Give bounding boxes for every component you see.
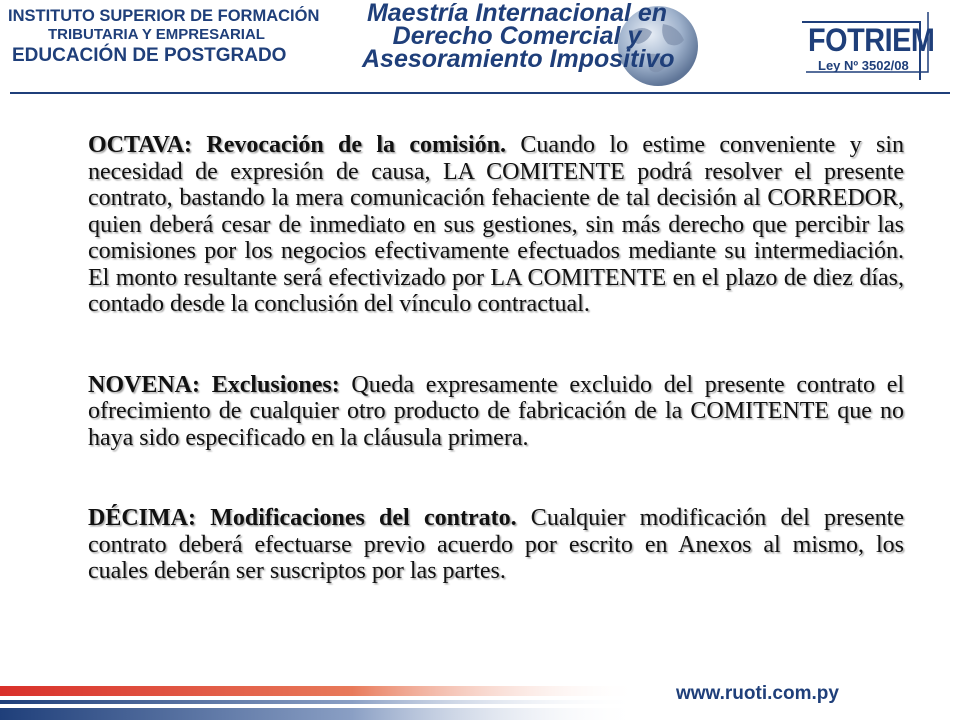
program-title: [362, 0, 675, 73]
fotriem-name: FOTRIEM: [808, 22, 935, 58]
slide-body: [88, 132, 904, 585]
clause-heading: DÉCIMA: Modificaciones del contrato.: [88, 505, 517, 531]
clause-body: Cualquier modificación del presente contrato deberá efectuarse previo acuerdo por escrito en Anexos al mismo, los cuales deberán ser suscriptos por las partes.: [88, 505, 904, 584]
clause-body: Queda expresamente excluido del presente contrato el ofrecimiento de cualquier otro producto de fabricación de la COMITENTE que no haya sido especificado en la cláusula primera.: [88, 371, 905, 451]
program-line-1: Maestría Internacional en: [366, 0, 668, 27]
website-link[interactable]: www.ruoti.com.py: [676, 683, 839, 704]
institute-logo: [8, 6, 320, 68]
fotriem-law: Ley Nº 3502/08: [818, 58, 909, 73]
clause-heading: NOVENA: Exclusiones:: [88, 371, 340, 398]
header-divider: [10, 92, 950, 94]
clause-decima: [88, 505, 904, 585]
program-line-2: Derecho Comercial y: [392, 22, 642, 50]
clause-body: Cuando lo estime conveniente y sin necesidad de expresión de causa, LA COMITENTE podrá resolver el presente contrato, bastando la mera comunicación fehaciente de tal decisión al CORREDOR, quien deberá cesar de inmediato en sus gestiones, sin más derecho que percibir las comisiones por los negocios efectivamente efectuados mediante su intermediación. El monto resultante será efectivizado por LA COMITENTE en el plazo de diez días, contado desde la conclusión del vínculo contractual.: [88, 132, 904, 317]
clause-heading: OCTAVA: Revocación de la comisión.: [88, 132, 507, 158]
clause-octava: [88, 132, 904, 318]
program-line-3: Asesoramiento Impositivo: [362, 45, 675, 73]
clause-novena: [88, 372, 904, 452]
institute-line-1: INSTITUTO SUPERIOR DE FORMACIÓN: [8, 7, 320, 25]
fotriem-logo: [800, 10, 940, 72]
institute-line-2: TRIBUTARIA Y EMPRESARIAL: [48, 26, 265, 43]
slide-header: [0, 0, 960, 95]
institute-line-3: EDUCACIÓN DE POSTGRADO: [12, 45, 287, 66]
